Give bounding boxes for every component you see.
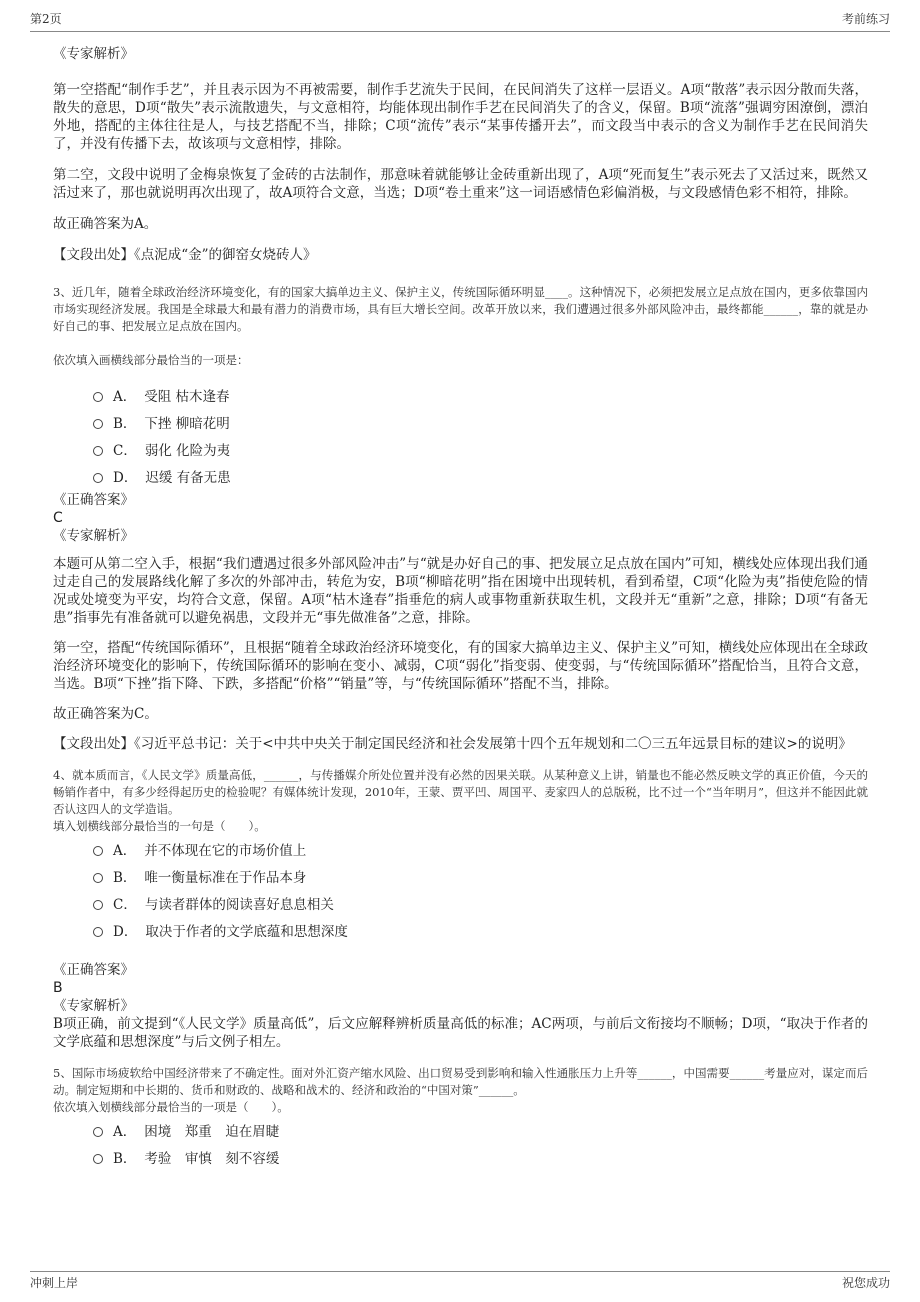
- radio-icon[interactable]: [93, 419, 103, 429]
- q3-option-b[interactable]: B． 下挫 柳暗花明: [93, 408, 868, 435]
- radio-icon[interactable]: [93, 446, 103, 456]
- q3-options: [53, 381, 868, 489]
- page-number: 第2页: [30, 12, 62, 26]
- q4-option-d[interactable]: D． 取决于作者的文学底蕴和思想深度: [93, 916, 868, 943]
- q4-option-b[interactable]: B． 唯一衡量标准在于作品本身: [93, 862, 868, 889]
- q2-analysis-label: 《专家解析》: [53, 46, 134, 62]
- header-title: 考前练习: [841, 12, 890, 26]
- q5-stem: 5、国际市场疲软给中国经济带来了不确定性。面对外汇资产缩水风险、出口贸易受到影响和输入性通胀压力上升等______，中国需要______考量应对，谋定而后动。制定短期和中长期的、货币和财政的、战略和战术的、经济和政治的“中国对策”______。: [53, 1066, 868, 1097]
- q3-option-c[interactable]: C． 弱化 化险为夷: [93, 435, 868, 462]
- q5-options: [53, 1116, 868, 1170]
- page-header: [30, 10, 890, 32]
- q4-option-c[interactable]: C． 与读者群体的阅读喜好息息相关: [93, 889, 868, 916]
- q2-conclusion: 故正确答案为A。: [53, 216, 158, 232]
- q5-option-b[interactable]: B． 考验 审慎 刻不容缓: [93, 1143, 868, 1170]
- radio-icon[interactable]: [93, 1127, 103, 1137]
- radio-icon[interactable]: [93, 927, 103, 937]
- q4-answer-label: 《正确答案》: [53, 962, 134, 978]
- radio-icon[interactable]: [93, 473, 103, 483]
- q4-analysis-label: 《专家解析》: [53, 998, 134, 1014]
- q4-prompt: 填入划横线部分最恰当的一句是（ ）。: [53, 819, 266, 833]
- radio-icon[interactable]: [93, 392, 103, 402]
- page-content: [53, 40, 868, 1170]
- footer-right: 祝您成功: [841, 1276, 890, 1290]
- radio-icon[interactable]: [93, 873, 103, 883]
- radio-icon[interactable]: [93, 900, 103, 910]
- q3-prompt: 依次填入画横线部分最恰当的一项是：: [53, 353, 249, 367]
- q3-analysis-para2: 第一空，搭配“传统国际循环”，且根据“随着全球政治经济环境变化，有的国家大搞单边主义、保护主义”可知，横线处应体现出在全球政治经济环境变化的影响下，传统国际循环的影响在变小、减弱，C项“弱化”指变弱、使变弱，与“传统国际循环”搭配恰当，且符合文意，当选。B项“下挫”指下降、下跌，多搭配“价格”“销量”等，与“传统国际循环”搭配不当，排除。: [53, 640, 868, 692]
- radio-icon[interactable]: [93, 846, 103, 856]
- q3-option-d[interactable]: D． 迟缓 有备无患: [93, 462, 868, 489]
- footer-left: 冲刺上岸: [30, 1276, 79, 1290]
- q2-source: 【文段出处】《点泥成“金”的御窑女烧砖人》: [53, 247, 317, 263]
- q3-option-a[interactable]: A． 受阻 枯木逢春: [93, 381, 868, 408]
- q3-conclusion: 故正确答案为C。: [53, 706, 158, 722]
- q4-analysis-para1: B项正确，前文提到“《人民文学》质量高低”，后文应解释辨析质量高低的标准；AC两项，与前后文衔接均不顺畅；D项，“取决于作者的文学底蕴和思想深度”与后文例子相左。: [53, 1016, 868, 1050]
- q4-options: [53, 835, 868, 943]
- page-footer: [30, 1271, 890, 1292]
- q5-option-a[interactable]: A． 困境 郑重 迫在眉睫: [93, 1116, 868, 1143]
- radio-icon[interactable]: [93, 1154, 103, 1164]
- q3-answer: C: [53, 510, 63, 526]
- q3-analysis-label: 《专家解析》: [53, 528, 134, 544]
- q4-answer: B: [53, 980, 63, 996]
- q4-stem: 4、就本质而言，《人民文学》质量高低，______，与传播媒介所处位置并没有必然的因果关联。从某种意义上讲，销量也不能必然反映文学的真正价值，今天的畅销作者中，有多少经得起历史的检验呢？有媒体统计发现，2010年，王蒙、贾平凹、周国平、麦家四人的总版税，比不过一个“当年明月”，但这并不能因此就否认这四人的文学造诣。: [53, 768, 868, 816]
- q3-analysis-para1: 本题可从第二空入手，根据“我们遭遇过很多外部风险冲击”与“就是办好自己的事、把发展立足点放在国内”可知，横线处应体现出我们通过走自己的发展路线化解了多次的外部冲击，转危为安，B项“柳暗花明”指在困境中出现转机，看到希望，C项“化险为夷”指使危险的情况或处境变为平安，均符合文意，保留。A项“枯木逢春”指垂危的病人或事物重新获取生机，文段并无“重新”之意，排除；D项“有备无患”指事先有准备就可以避免祸患，文段并无“事先做准备”之意，排除。: [53, 556, 868, 626]
- q4-option-a[interactable]: A． 并不体现在它的市场价值上: [93, 835, 868, 862]
- q3-stem: 3、近几年，随着全球政治经济环境变化，有的国家大搞单边主义、保护主义，传统国际循环明显____。这种情况下，必须把发展立足点放在国内，更多依靠国内市场实现经济发展。我国是全球最大和最有潜力的消费市场，具有巨大增长空间。改革开放以来，我们遭遇过很多外部风险冲击，最终都能______，靠的就是办好自己的事、把发展立足点放在国内。: [53, 285, 868, 333]
- q2-analysis-para2: 第二空，文段中说明了金梅泉恢复了金砖的古法制作，那意味着就能够让金砖重新出现了，A项“死而复生”表示死去了又活过来，既然又活过来了，那也就说明再次出现了，故A项符合文意，当选；D项“卷土重来”这一词语感情色彩偏消极，与文段感情色彩不相符，排除。: [53, 167, 868, 201]
- q5-prompt: 依次填入划横线部分最恰当的一项是（ ）。: [53, 1100, 289, 1114]
- q3-source: 【文段出处】《习近平总书记：关于<中共中央关于制定国民经济和社会发展第十四个五年规划和二〇三五年远景目标的建议>的说明》: [53, 736, 852, 752]
- q3-answer-label: 《正确答案》: [53, 492, 134, 508]
- q2-analysis-para1: 第一空搭配“制作手艺”，并且表示因为不再被需要，制作手艺流失于民间，在民间消失了这样一层语义。A项“散落”表示因分散而失落，散失的意思，D项“散失”表示流散遗失，与文意相符，均能体现出制作手艺在民间消失了的含义，保留。B项“流落”强调穷困潦倒，漂泊外地，搭配的主体往往是人，与技艺搭配不当，排除；C项“流传”表示“某事传播开去”，而文段当中表示的含义为制作手艺在民间消失了，并没有传播下去，故该项与文意相悖，排除。: [53, 82, 868, 152]
